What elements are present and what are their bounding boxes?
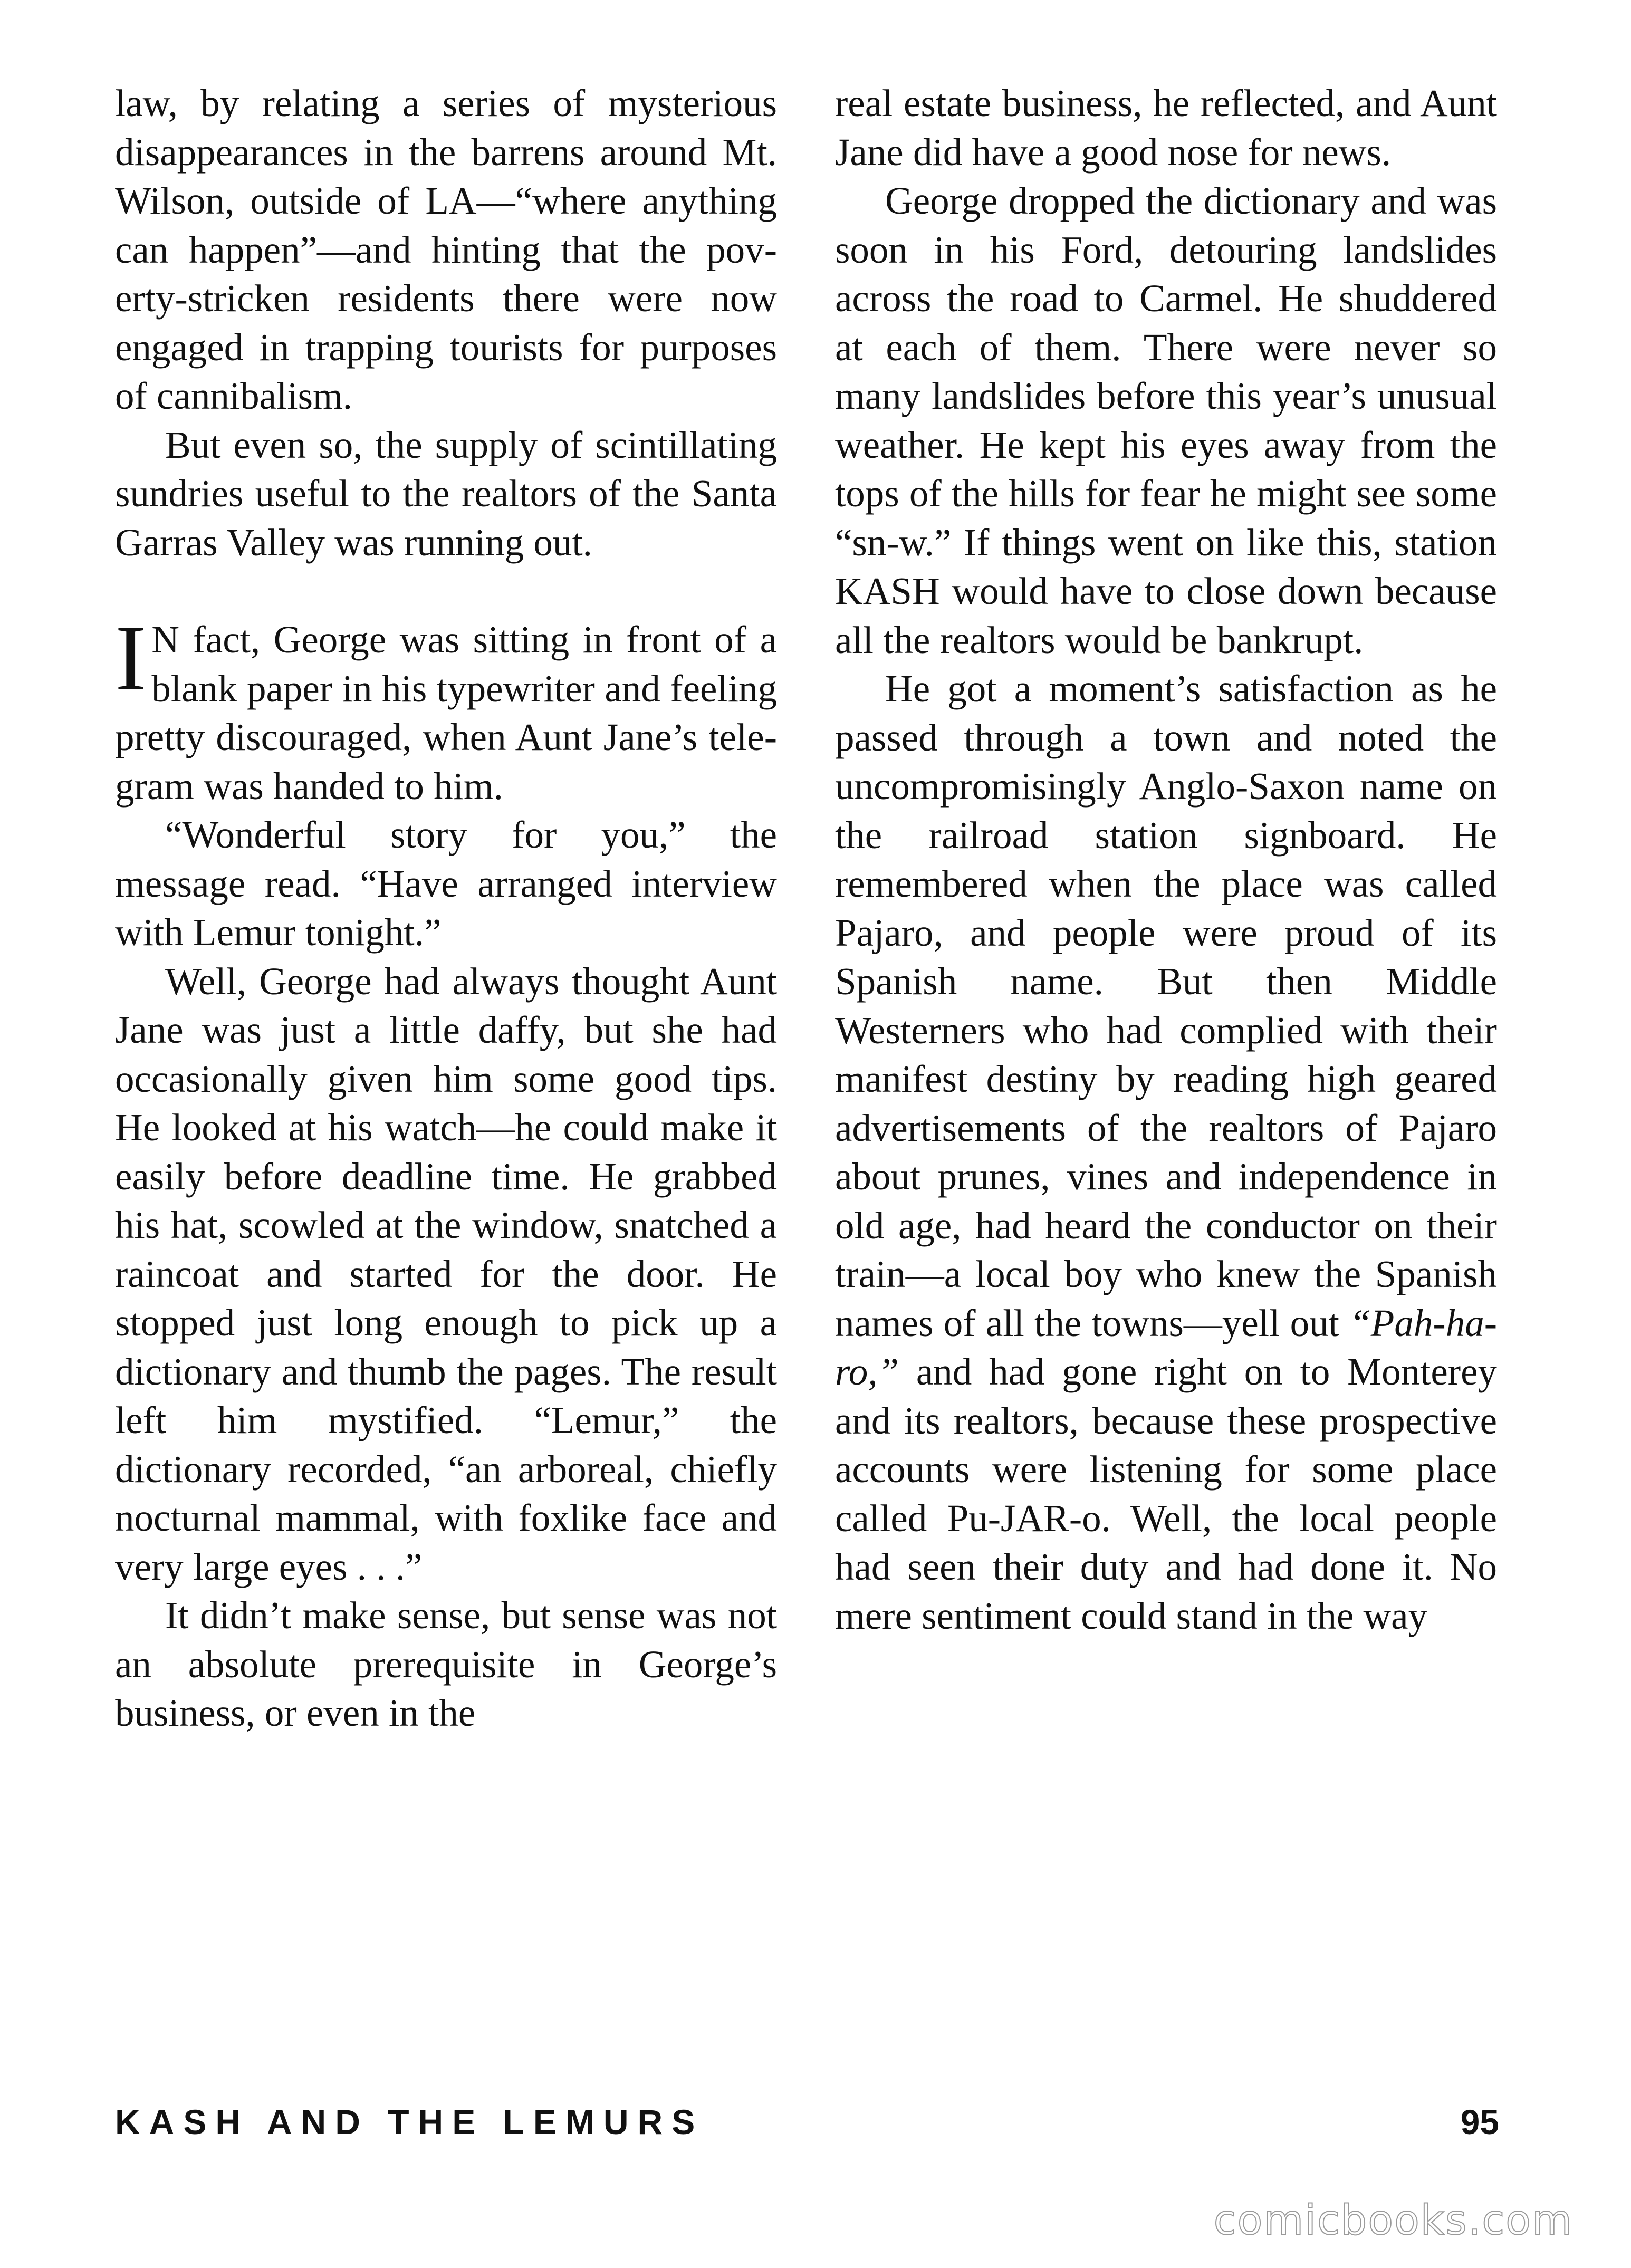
paragraph-text: N fact, George was sitting in front of a blank paper in his typewriter and feeling pretty discouraged, when Aunt Jane’s telegram was handed to him.	[115, 618, 777, 808]
watermark-logo: comicbooks.com	[1213, 2197, 1573, 2244]
paragraph: law, by relating a series of mysterious disappearances in the barrens around Mt. Wilson, outside of LA—“where anything can happen”—and hinting that the poverty-stricken residents there were now engaged in trapping tourists for purposes of cannibalism.	[115, 82, 777, 417]
paragraph	[835, 665, 1497, 1640]
paragraph: Well, George had always thought Aunt Jane was just a little daffy, but she had occasionally given him some good tips. He looked at his watch—he could make it easily before deadline time. He grabbed his hat, scowled at the window, snatched a raincoat and started for the door. He stopped just long enough to pick up a dictionary and thumb the pages. The result left him mystified. “Lemur,” the dictionary recorded, “an arboreal, chiefly nocturnal mammal, with foxlike face and very large eyes . . .”	[115, 959, 777, 1588]
paragraph-text: He got a moment’s satisfaction as he passed through a town and noted the uncompromisingly Anglo-Saxon name on the railroad station signboard. He remembered when the place was called Pajaro, and people were proud of its Spanish name. But then Middle Westerners who had complied with their manifest destiny by reading high geared advertisements of the realtors of Pajaro about prunes, vines and independence in old age, had heard the conductor on their train—a local boy who knew the Spanish names of all the towns—yell out	[835, 667, 1497, 1344]
italic-phrase: “Pah-ha-ro,”	[835, 1301, 1497, 1393]
right-column	[835, 79, 1497, 1640]
page-number: 95	[1460, 2102, 1499, 2141]
left-column	[115, 79, 777, 1738]
paragraph: But even so, the supply of scintillating sundries useful to the realtors of the Santa Garras Valley was running out.	[115, 423, 777, 564]
paragraph: George dropped the dictionary and was soon in his Ford, detouring landslides across the road to Carmel. He shuddered at each of them. There were never so many landslides before this year’s unusual weather. He kept his eyes away from the tops of the hills for fear he might see some “sn-w.” If things went on like this, station KASH would have to close down because all the realtors would be bankrupt.	[835, 179, 1497, 661]
paragraph-text: and had gone right on to Monterey and its realtors, because these prospective accounts were listening for some place called Pu-JAR-o. Well, the local people had seen their duty and had done it. No mere sentiment could stand in the way	[835, 1350, 1497, 1637]
paragraph: “Wonderful story for you,” the message read. “Have arranged interview with Lemur tonight.”	[115, 813, 777, 954]
drop-cap: I	[115, 606, 147, 710]
paragraph: real estate business, he reflected, and Aunt Jane did have a good nose for news.	[835, 82, 1497, 174]
running-footer-title: KASH AND THE LEMURS	[115, 2102, 704, 2141]
section-start-paragraph	[115, 606, 777, 811]
paragraph: It didn’t make sense, but sense was not an absolute prerequisite in George’s business, or even in the	[115, 1594, 777, 1734]
